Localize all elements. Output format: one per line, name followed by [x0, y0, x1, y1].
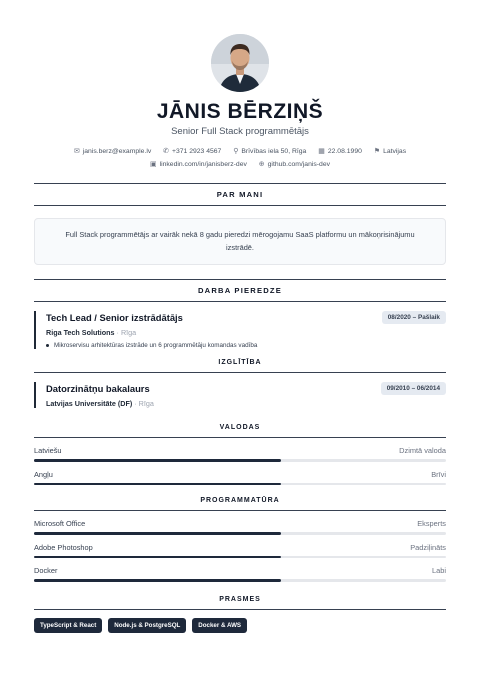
job-dates: 08/2020 – Pašlaik	[382, 311, 446, 324]
school-city: Rīga	[138, 399, 154, 408]
experience-entry	[34, 311, 446, 349]
language-level: Brīvi	[431, 469, 446, 479]
candidate-title: Senior Full Stack programmētājs	[171, 126, 309, 137]
company-city: Rīga	[120, 328, 137, 337]
software-bar	[34, 579, 446, 582]
software-level: Eksperts	[417, 519, 446, 529]
contact-phone[interactable]: ✆ +371 2923 4567	[163, 145, 221, 158]
language-name: Latviešu	[34, 446, 62, 455]
contact-birthdate: ▦ 22.08.1990	[318, 145, 362, 158]
software-item	[34, 543, 446, 559]
calendar-icon: ▦	[318, 148, 325, 155]
skill-tag: TypeScript & React	[34, 618, 102, 633]
education-school-line	[46, 399, 446, 408]
software-bar-fill	[34, 532, 281, 535]
section-skills-heading: PRASMES	[34, 590, 446, 610]
phone-icon: ✆	[163, 148, 169, 155]
linkedin-icon: ▣	[149, 161, 157, 168]
language-name: Angļu	[34, 469, 53, 479]
skill-tags	[34, 618, 446, 633]
contact-nationality: ⚑ Latvijas	[374, 145, 406, 158]
cv-header	[34, 0, 446, 171]
language-bar-fill	[34, 459, 281, 462]
education-dates: 09/2010 – 06/2014	[381, 382, 446, 395]
contact-row-1	[34, 145, 446, 158]
language-bar	[34, 459, 446, 462]
software-bar-fill	[34, 556, 281, 559]
location-icon: ⚲	[233, 148, 239, 155]
software-item	[34, 566, 446, 582]
mail-icon: ✉	[73, 148, 80, 155]
contact-github[interactable]: ⊕ github.com/janis-dev	[259, 158, 330, 171]
about-text: Full Stack programmētājs ar vairāk nekā 8 gadu pieredzi mērogojamu SaaS platformu un mākoņrisinājumu izstrādē.	[34, 218, 446, 265]
software-level: Labi	[432, 566, 446, 576]
candidate-name: JĀNIS BĒRZIŅŠ	[156, 100, 324, 123]
software-name: Adobe Photoshop	[34, 542, 93, 552]
flag-icon: ⚑	[373, 148, 381, 155]
degree-title: Datorzinātņu bakalaurs	[46, 383, 150, 394]
section-experience-heading: DARBA PIEREDZE	[34, 279, 446, 302]
software-name: Docker	[34, 566, 58, 576]
language-level: Dzimtā valoda	[399, 446, 446, 455]
software-name: Microsoft Office	[34, 519, 86, 529]
contact-address: ⚲ Brīvības iela 50, Rīga	[233, 145, 306, 158]
section-about-heading: PAR MANI	[34, 183, 446, 206]
school-name: Latvijas Universitāte (DF)	[46, 399, 133, 408]
section-languages-heading: VALODAS	[34, 418, 446, 438]
profile-photo	[211, 34, 269, 92]
language-item	[34, 470, 446, 486]
language-bar	[34, 483, 446, 486]
software-item	[34, 519, 446, 535]
contact-info	[34, 145, 446, 171]
language-item	[34, 446, 446, 462]
section-software-heading: PROGRAMMATŪRA	[34, 491, 446, 511]
job-bullet: Mikroservisu arhitektūras izstrāde un 6 programmētāju komandas vadība	[46, 342, 446, 349]
software-level: Padziļināts	[410, 542, 446, 552]
software-bar	[34, 532, 446, 535]
languages-list	[34, 446, 446, 485]
section-education-heading: IZGLĪTĪBA	[34, 359, 446, 373]
skill-tag: Docker & AWS	[192, 618, 247, 633]
job-title: Tech Lead / Senior izstrādātājs	[46, 312, 183, 323]
bullet-icon	[46, 344, 49, 347]
software-list	[34, 519, 446, 582]
contact-linkedin[interactable]: ▣ linkedin.com/in/janisberz-dev	[150, 158, 247, 171]
software-bar	[34, 556, 446, 559]
avatar	[211, 34, 269, 92]
company-sep: ·	[114, 328, 121, 337]
contact-email[interactable]: ✉ janis.berz@example.lv	[74, 145, 151, 158]
language-bar-fill	[34, 483, 281, 486]
job-bullets	[46, 342, 446, 349]
software-bar-fill	[34, 579, 281, 582]
skill-tag: Node.js & PostgreSQL	[108, 618, 186, 633]
job-company-line	[46, 328, 446, 337]
school-sep: ·	[132, 399, 139, 408]
company-name: Riga Tech Solutions	[46, 328, 115, 337]
contact-row-2	[34, 158, 446, 171]
globe-icon: ⊕	[258, 161, 265, 168]
education-entry	[34, 382, 446, 408]
